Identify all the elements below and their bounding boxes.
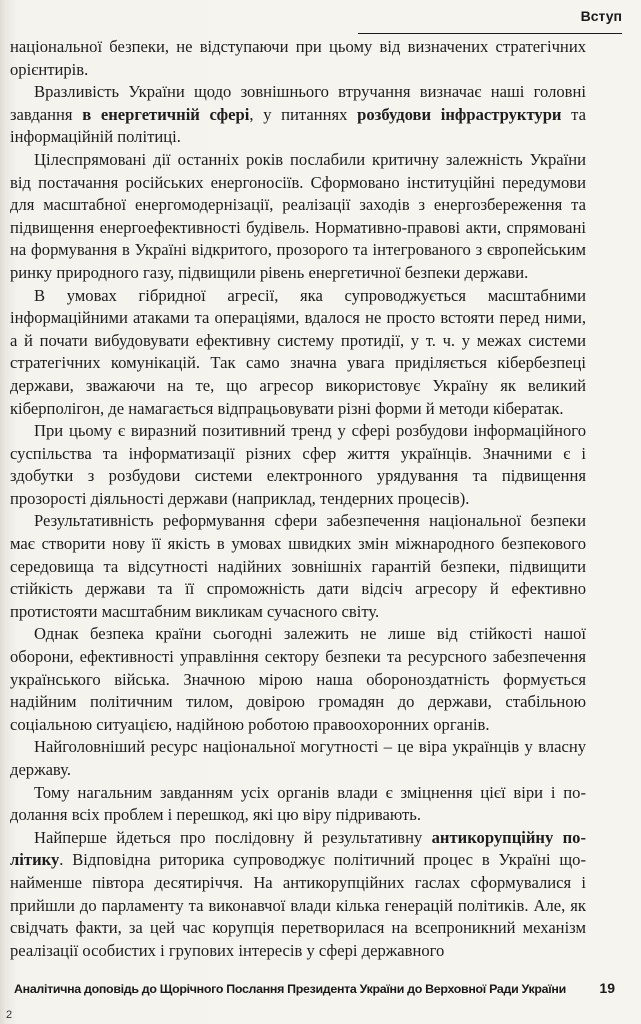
paragraph bbox=[10, 827, 586, 963]
paragraph-text: . Відповідна риторика супроводжує політичний процес в Україні щонайменше півтора десятиріччя. На антикорупційних гаслах сформувалися і прийшли до парламенту та виконавчої влади кілька генерацій політиків. Але, як свідчать факти, за цей час корупція перетворилася на всепроникний механізм реалізації особистих і групових інтересів у сфері державного bbox=[10, 850, 586, 960]
paragraph-text: Вразливість України щодо зовнішнього втручання визначає наші головні завдання bbox=[10, 82, 586, 124]
paragraph-text: При цьому є виразний позитивний тренд у сфері розбудови інформаційного суспільства та інформатизації різних сфер життя українців. Значними є і здобутки з розбудови системи електронного урядування та підвищення прозорості діяльності держави (наприклад, тендерних процесів). bbox=[10, 421, 586, 508]
paragraph bbox=[10, 420, 586, 510]
paragraph bbox=[10, 736, 586, 781]
paragraph-text: Цілеспрямовані дії останніх років послабили критичну залежність України від постачання російських енергоносіїв. Сформовано інституційні передумови для масштабної енергомодернізації, реалізації заходів з енергозбереження та підвищення енергоефективності будівель. Нормативно-правові акти, спрямовані на формування в Україні відкритого, прозорого та інтегрованого з європейським ринку природного газу, підвищили рівень енергетичної безпеки держави. bbox=[10, 149, 586, 282]
emphasis-text: антикорупційну політику bbox=[10, 827, 586, 870]
paragraph-text: та інформаційній політиці. bbox=[10, 104, 586, 147]
corner-mark: 2 bbox=[6, 1009, 13, 1021]
paragraph-text: Найперше йдеться про послідовну й результативну bbox=[34, 827, 432, 847]
paragraph-text: Результативність реформування сфери забезпечення національної безпеки має створити нову її якість в умовах швидких змін міжнародного безпекового середовища та відсутності надійних зовнішніх гарантій безпеки, підвищити стійкість держави та її спроможність дати відсіч агресору й ефективно протистояти масштабним викликам сучасного світу. bbox=[10, 511, 586, 621]
running-footer-caption: Аналітична доповідь до Щорічного Послання Президента України до Верховної Ради України bbox=[14, 982, 566, 996]
paragraph bbox=[10, 623, 586, 736]
paragraph-text: національної безпеки, не відступаючи при цьому від визначених стратегічних орієнтирів. bbox=[10, 37, 586, 79]
emphasis-text: в енергетичній сфері bbox=[82, 104, 250, 124]
header-rule bbox=[358, 33, 622, 34]
running-header-section: Вступ bbox=[580, 8, 622, 24]
paragraph bbox=[10, 36, 586, 81]
emphasis-text: розбудови інфраструктури bbox=[357, 104, 562, 124]
page-number: 19 bbox=[599, 980, 615, 996]
paragraph-text: В умовах гібридної агресії, яка супроводжується масштабними інформаційними атаками та операціями, вдалося не просто встояти перед ними, а й почати вибудовувати ефективну систему протидії, у т. ч. у межах системи стратегічних комунікацій. Так само значна увага приділяється кібербезпеці держави, зважаючи на те, що агресор використовує Україну як великий кіберполігон, де намагається відпрацьовувати різні форми й методи кібератак. bbox=[10, 285, 586, 418]
paragraph-text: , у питаннях bbox=[249, 104, 358, 124]
paragraph bbox=[10, 81, 586, 149]
paragraph-text: Тому нагальним завданням усіх органів влади є зміцнення цієї віри і подолання всіх проблем і перешкод, які цю віру підривають. bbox=[10, 782, 586, 825]
paragraph-text: Найголовніший ресурс національної могутності – це віра українців у власну державу. bbox=[10, 737, 586, 779]
paragraph bbox=[10, 782, 586, 827]
paragraph bbox=[10, 285, 586, 421]
body-text bbox=[10, 36, 586, 962]
paragraph-text: Однак безпека країни сьогодні залежить не лише від стійкості нашої оборони, ефективності управління сектору безпеки та ресурсного забезпечення українського війська. Значною мірою наша обороноздатність формується надійним політичним тилом, довірою громадян до держави, стабільною соціальною ситуацією, надійною роботою правоохоронних органів. bbox=[10, 624, 586, 734]
paragraph bbox=[10, 149, 586, 285]
paragraph bbox=[10, 510, 586, 623]
